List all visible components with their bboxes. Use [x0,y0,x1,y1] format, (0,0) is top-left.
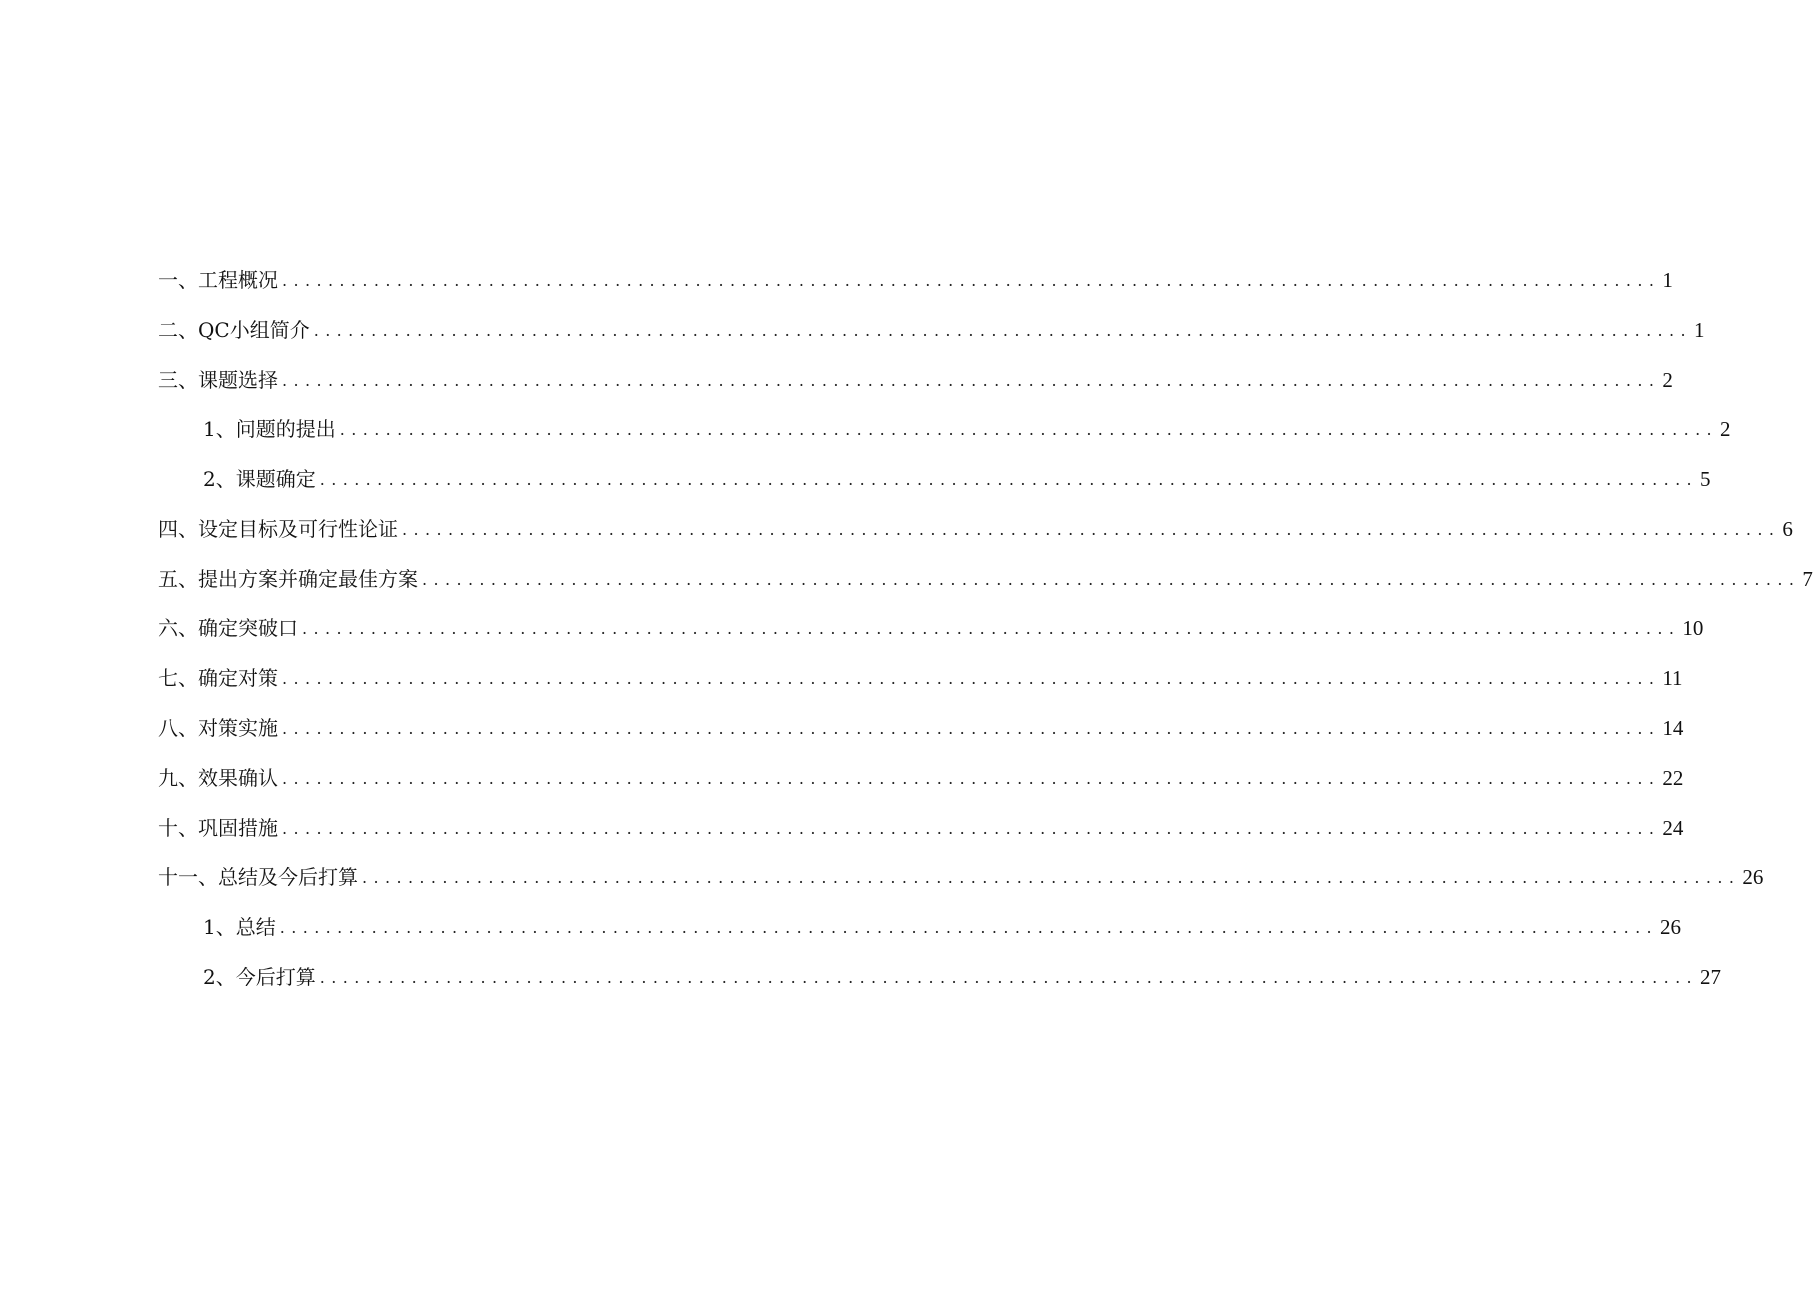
toc-entry[interactable] [158,806,1684,840]
toc-page-number: 10 [1682,616,1704,640]
toc-leader-dots: ........................................................................................................................ [282,271,1661,290]
toc-entry-title: 七、确定对策 [158,666,278,690]
toc-entry-title: 一、工程概况 [158,268,278,292]
toc-entry-title: 三、课题选择 [158,368,278,392]
toc-leader-dots: ........................................................................................................................ [313,321,1693,340]
toc-page-number: 26 [1742,865,1764,889]
toc-entry-title: 十、巩固措施 [158,816,278,840]
toc-entry-title: 2、课题确定 [203,467,316,491]
toc-entry-title: 四、设定目标及可行性论证 [158,517,398,541]
toc-entry-title: 八、对策实施 [158,716,278,740]
toc-subentry[interactable] [203,905,1682,939]
toc-subentry[interactable] [203,407,1731,441]
toc-entry-title: 二、QC小组简介 [158,318,310,342]
toc-leader-dots: ........................................................................................................................ [402,520,1781,539]
toc-entry[interactable] [158,358,1673,392]
toc-leader-dots: ........................................................................................................................ [282,669,1661,688]
toc-entry-title: 五、提出方案并确定最佳方案 [158,567,418,591]
toc-entry[interactable] [158,606,1704,640]
toc-entry[interactable] [158,258,1673,292]
toc-entry[interactable] [158,308,1705,342]
toc-entry-title: 十一、总结及今后打算 [158,865,358,889]
toc-subentry[interactable] [203,457,1711,491]
toc-leader-dots: ........................................................................................................................ [319,968,1699,987]
toc-leader-dots: ........................................................................................................................ [319,470,1699,489]
toc-entry-title: 1、问题的提出 [203,417,336,441]
toc-page-number: 22 [1662,766,1684,790]
toc-entry-title: 九、效果确认 [158,766,278,790]
toc-entry[interactable] [158,756,1684,790]
toc-page-number: 26 [1660,915,1682,939]
toc-entry-title: 六、确定突破口 [158,616,298,640]
toc-entry[interactable] [158,557,1813,591]
toc-page-number: 27 [1700,965,1722,989]
toc-page-number: 1 [1694,318,1705,342]
toc-leader-dots: ........................................................................................................................ [339,420,1719,439]
toc-leader-dots: ........................................................................................................................ [282,719,1661,738]
toc-page-number: 24 [1662,816,1684,840]
toc-page-number: 11 [1662,666,1683,690]
toc-subentry[interactable] [203,955,1722,989]
toc-leader-dots: ........................................................................................................................ [422,570,1801,589]
toc-leader-dots: ........................................................................................................................ [282,371,1661,390]
toc-entry[interactable] [158,706,1684,740]
toc-entry-title: 2、今后打算 [203,965,316,989]
toc-leader-dots: ........................................................................................................................ [302,619,1681,638]
toc-page-number: 2 [1662,368,1673,392]
toc-entry[interactable] [158,656,1683,690]
toc-leader-dots: ........................................................................................................................ [282,819,1661,838]
toc-entry-title: 1、总结 [203,915,276,939]
toc-page-number: 6 [1782,517,1793,541]
toc-entry[interactable] [158,855,1764,889]
toc-entry[interactable] [158,507,1793,541]
toc-page-number: 14 [1662,716,1684,740]
toc-leader-dots: ........................................................................................................................ [362,868,1741,887]
toc-leader-dots: ........................................................................................................................ [282,769,1661,788]
toc-page-number: 2 [1720,417,1731,441]
toc-leader-dots: ........................................................................................................................ [279,918,1659,937]
toc-page-number: 5 [1700,467,1711,491]
toc-page-number: 1 [1662,268,1673,292]
toc-page-number: 7 [1802,567,1813,591]
